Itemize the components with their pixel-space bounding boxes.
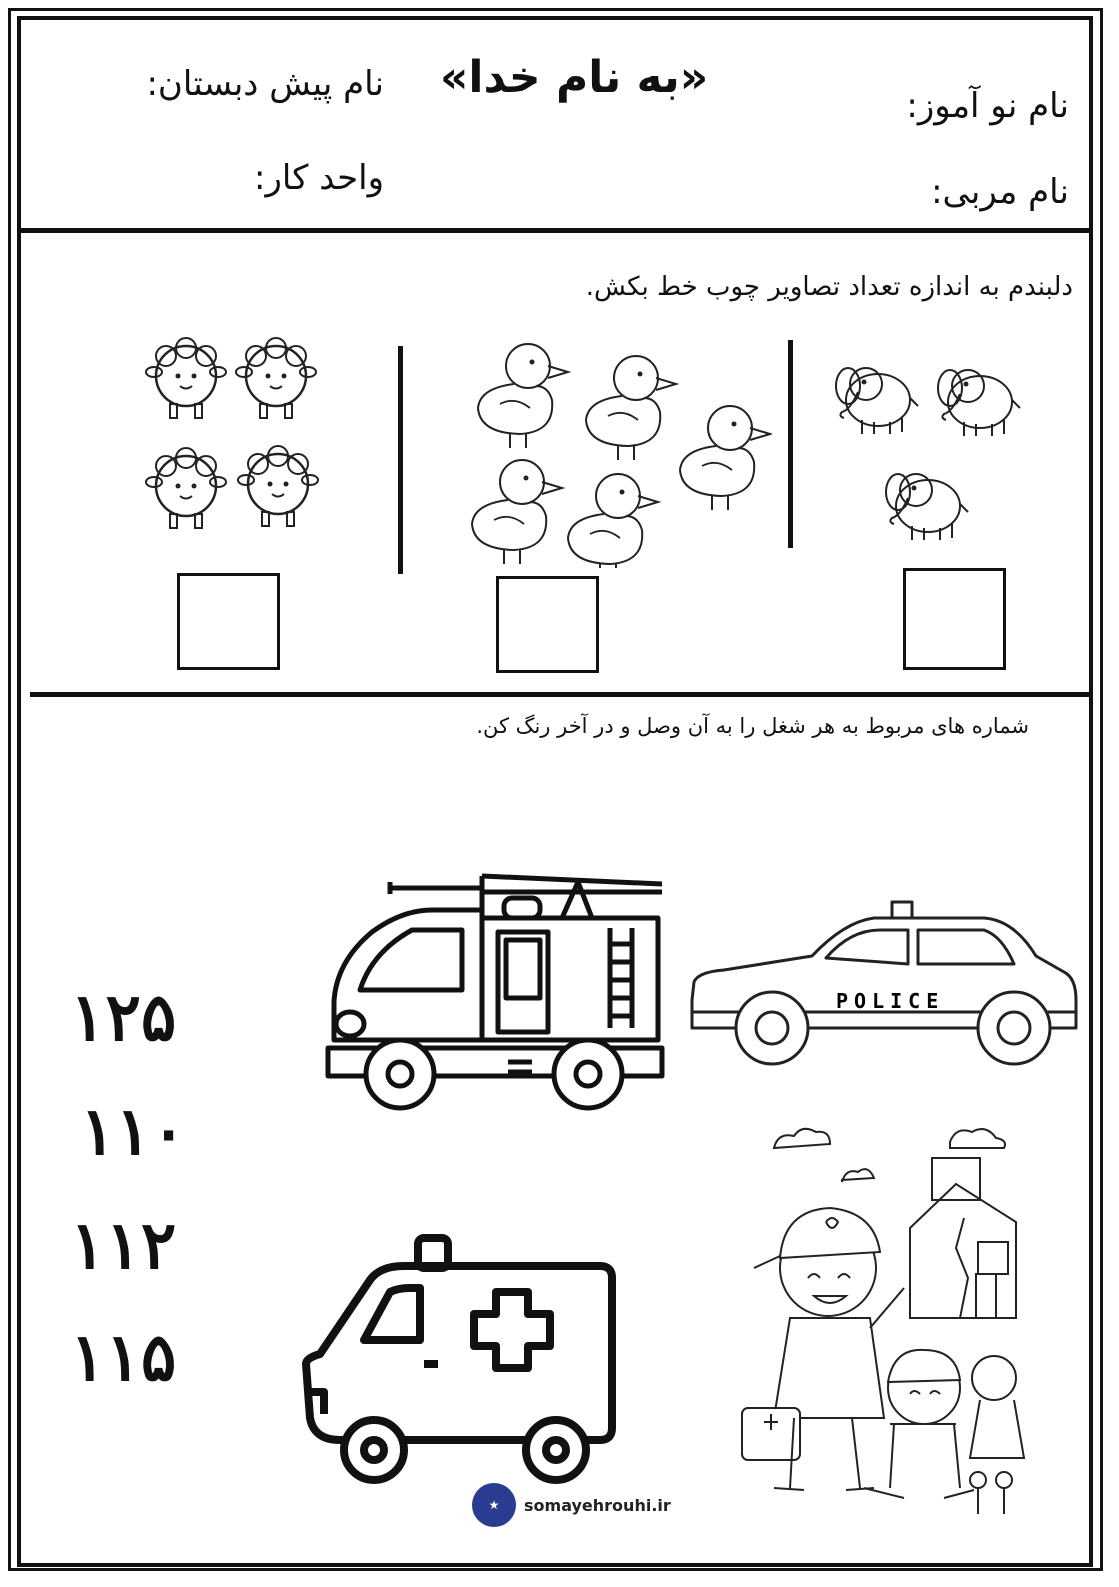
column-divider bbox=[398, 346, 403, 574]
preschool-name-label: نام پیش دبستان: bbox=[146, 64, 384, 104]
page-title: «به نام خدا» bbox=[440, 52, 709, 103]
elephant-group bbox=[830, 348, 1030, 548]
footer-brand bbox=[472, 1483, 671, 1527]
answer-box-elephant[interactable] bbox=[903, 568, 1006, 670]
answer-box-sheep[interactable] bbox=[177, 573, 280, 670]
ambulance-illustration[interactable] bbox=[300, 1232, 620, 1492]
brand-logo-icon: ★ bbox=[472, 1483, 516, 1527]
section1-instruction: دلبندم به اندازه تعداد تصاویر چوب خط بکش. bbox=[585, 272, 1073, 302]
footer-site-text[interactable]: somayehrouhi.ir bbox=[524, 1495, 671, 1515]
work-unit-label: واحد کار: bbox=[254, 158, 384, 198]
police-car-illustration[interactable] bbox=[684, 900, 1082, 1076]
rescue-worker-illustration[interactable] bbox=[734, 1118, 1040, 1522]
header-divider bbox=[17, 228, 1093, 233]
column-divider bbox=[788, 340, 793, 548]
answer-box-duck[interactable] bbox=[496, 576, 599, 673]
number-115[interactable]: ۱۱۵ bbox=[70, 1318, 177, 1396]
duck-group bbox=[462, 338, 772, 568]
section2-instruction: شماره های مربوط به هر شغل را به آن وصل و در آخر رنگ کن. bbox=[476, 714, 1029, 738]
section-divider bbox=[30, 692, 1090, 697]
student-name-label: نام نو آموز: bbox=[906, 86, 1069, 126]
sheep-group bbox=[140, 328, 330, 548]
teacher-name-label: نام مربی: bbox=[931, 172, 1069, 212]
number-110[interactable]: ۱۱۰ bbox=[80, 1092, 187, 1170]
police-label: POLICE bbox=[836, 989, 945, 1013]
fire-truck-illustration[interactable] bbox=[322, 862, 672, 1118]
number-112[interactable]: ۱۱۲ bbox=[70, 1206, 177, 1284]
number-125[interactable]: ۱۲۵ bbox=[70, 978, 177, 1056]
